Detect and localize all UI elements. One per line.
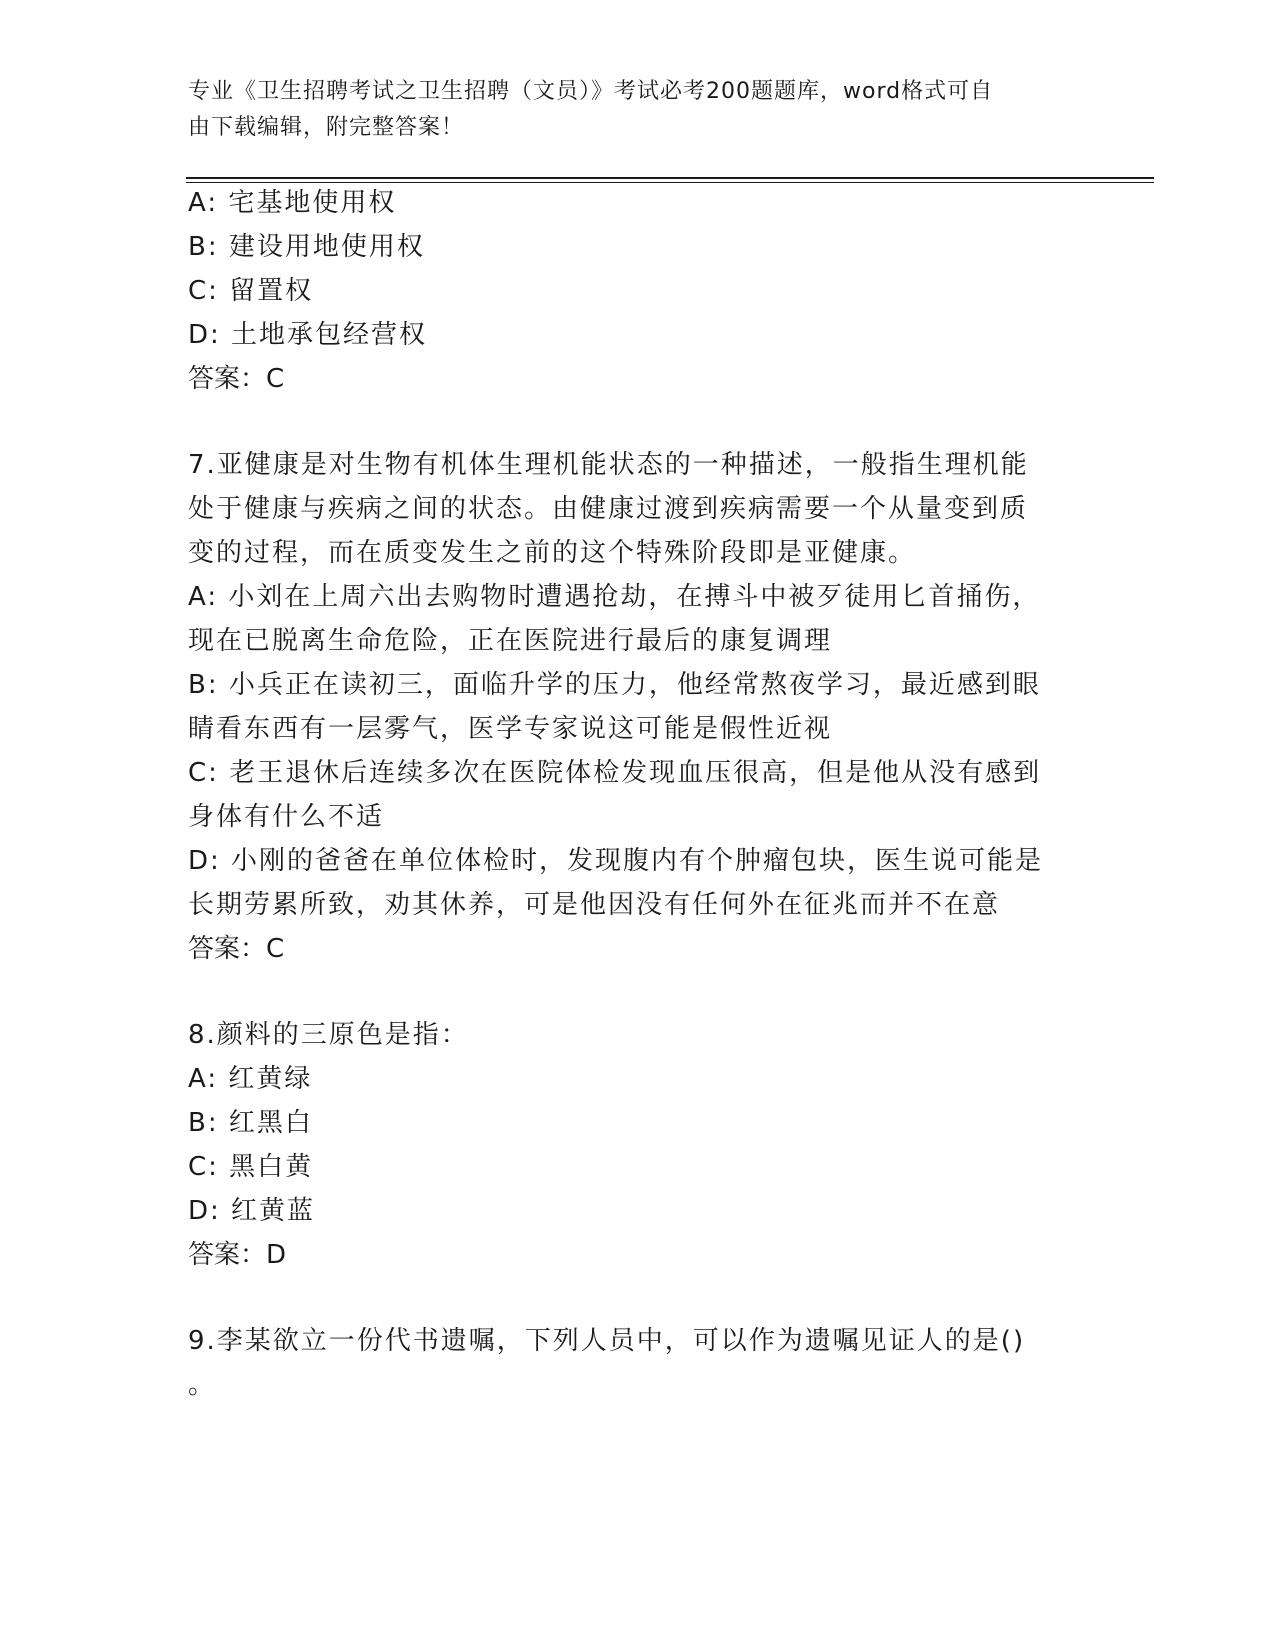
- q7-stem-line-1: 7.亚健康是对生物有机体生理机能状态的一种描述，一般指生理机能: [188, 450, 1029, 480]
- q7-option-b-line-1: B: 小兵正在读初三，面临升学的压力，他经常熬夜学习，最近感到眼: [188, 670, 1041, 700]
- q8-option-c: C: 黑白黄: [188, 1152, 314, 1182]
- q9-stem-line-2: 。: [188, 1370, 217, 1400]
- header-divider-thick: [186, 177, 1154, 179]
- q8-answer: 答案：D: [188, 1240, 287, 1270]
- q6-option-c: C: 留置权: [188, 276, 314, 306]
- q7-option-a-line-1: A: 小刘在上周六出去购物时遭遇抢劫，在搏斗中被歹徒用匕首捅伤，: [188, 582, 1041, 612]
- q7-option-b-line-2: 睛看东西有一层雾气，医学专家说这可能是假性近视: [188, 714, 833, 744]
- q7-option-a-line-2: 现在已脱离生命危险，正在医院进行最后的康复调理: [188, 626, 833, 656]
- q7-answer: 答案：C: [188, 934, 285, 964]
- header-line-2: 由下载编辑，附完整答案！: [188, 115, 465, 140]
- q8-option-b: B: 红黑白: [188, 1108, 313, 1138]
- q7-option-c-line-2: 身体有什么不适: [188, 802, 385, 832]
- q8-option-a: A: 红黄绿: [188, 1064, 313, 1094]
- q7-option-d-line-1: D: 小刚的爸爸在单位体检时，发现腹内有个肿瘤包块，医生说可能是: [188, 846, 1044, 876]
- q9-stem-line-1: 9.李某欲立一份代书遗嘱，下列人员中，可以作为遗嘱见证人的是(): [188, 1326, 1026, 1356]
- q7-option-c-line-1: C: 老王退休后连续多次在医院体检发现血压很高，但是他从没有感到: [188, 758, 1042, 788]
- q7-stem-line-2: 处于健康与疾病之间的状态。由健康过渡到疾病需要一个从量变到质: [188, 494, 1029, 524]
- q6-option-b: B: 建设用地使用权: [188, 232, 425, 262]
- q6-option-a: A: 宅基地使用权: [188, 188, 397, 218]
- header-divider-thin: [186, 182, 1154, 183]
- q8-stem: 8.颜料的三原色是指：: [188, 1020, 469, 1050]
- document-header: [188, 74, 1068, 146]
- q6-option-d: D: 土地承包经营权: [188, 320, 428, 350]
- q7-option-d-line-2: 长期劳累所致，劝其休养，可是他因没有任何外在征兆而并不在意: [188, 890, 1001, 920]
- header-line-1: 专业《卫生招聘考试之卫生招聘（文员）》考试必考200题题库，word格式可自: [188, 79, 994, 104]
- q6-answer: 答案：C: [188, 364, 285, 394]
- q8-option-d: D: 红黄蓝: [188, 1196, 316, 1226]
- q7-stem-line-3: 变的过程，而在质变发生之前的这个特殊阶段即是亚健康。: [188, 538, 917, 568]
